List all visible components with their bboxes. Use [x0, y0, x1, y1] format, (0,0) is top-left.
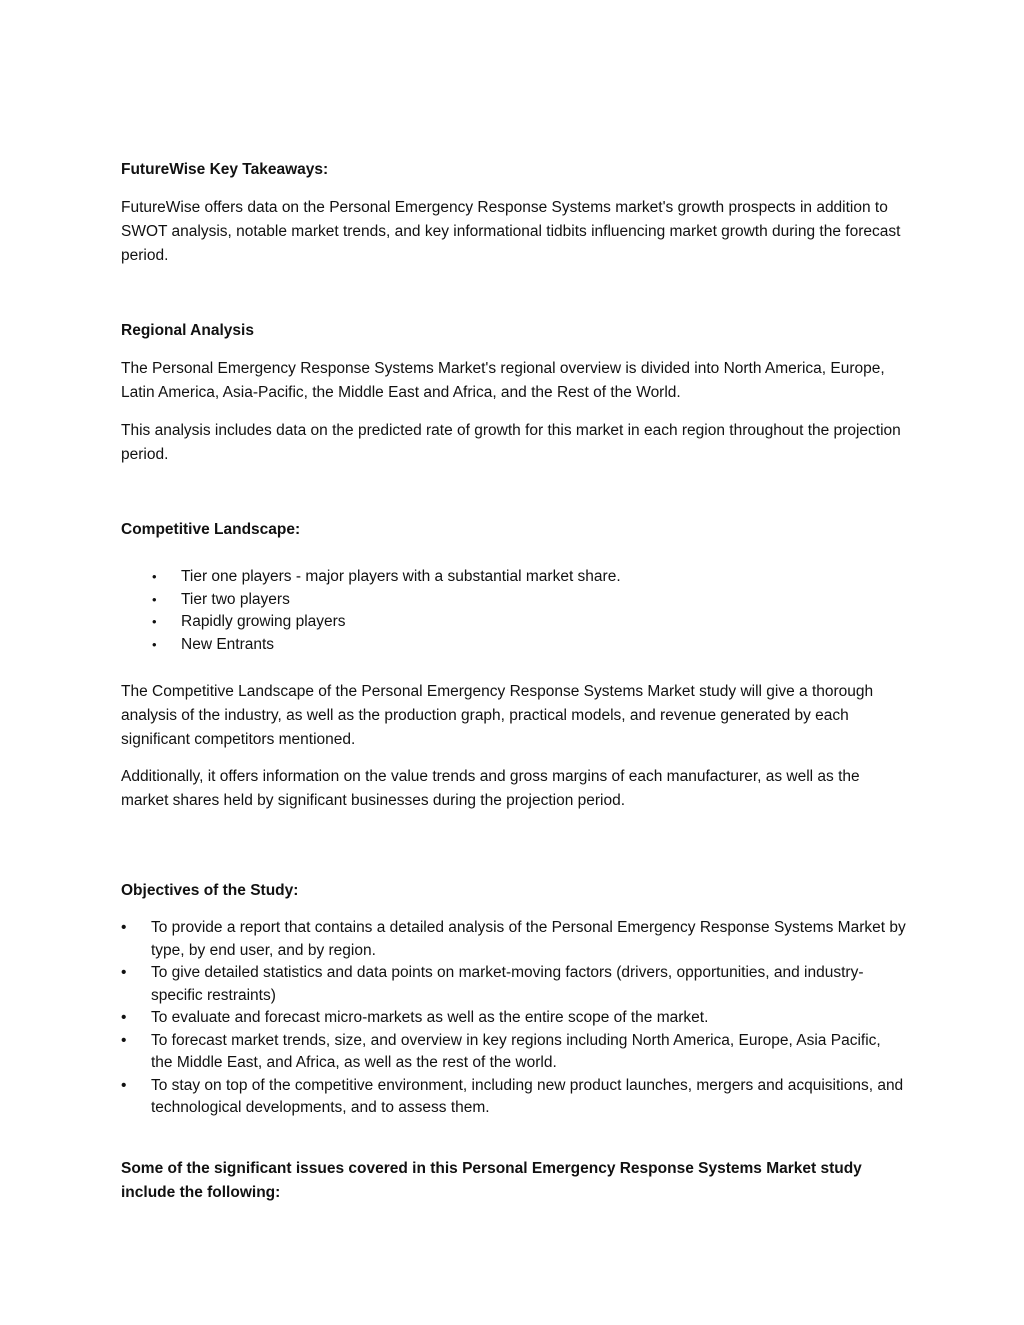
list-item: [121, 1075, 906, 1120]
competitive-paragraph-1: The Competitive Landscape of the Personal Emergency Response Systems Market study will give a thorough analysis of the industry, as well as the production graph, practical models, and revenue generated by each significant competitors mentioned.: [121, 683, 874, 748]
list-item: [121, 917, 906, 962]
list-item: [121, 566, 906, 589]
list-item-text: Tier two players: [181, 590, 290, 608]
regional-paragraph-2: This analysis includes data on the predicted rate of growth for this market in each region throughout the projection period.: [121, 422, 901, 463]
list-item-text: To stay on top of the competitive environment, including new product launches, mergers and acquisitions, and technological developments, and to assess them.: [151, 1076, 904, 1116]
competitive-tier-list: [121, 566, 906, 656]
list-item: [121, 1030, 906, 1075]
bullet-icon: •: [121, 964, 127, 981]
competitive-heading: Competitive Landscape:: [121, 521, 301, 538]
takeaways-paragraph: FutureWise offers data on the Personal Emergency Response Systems market's growth prospects in addition to SWOT analysis, notable market trends, and key informational tidbits influencing market growth during the forecast period.: [121, 199, 901, 264]
issues-heading: Some of the significant issues covered in this Personal Emergency Response Systems Market study include the following:: [121, 1160, 862, 1201]
list-item: [121, 589, 906, 612]
bullet-icon: •: [152, 614, 157, 629]
competitive-paragraph-2: Additionally, it offers information on the value trends and gross margins of each manufacturer, as well as the market shares held by significant businesses during the projection period.: [121, 768, 860, 809]
list-item-text: To give detailed statistics and data points on market-moving factors (drivers, opportunities, and industry-specific restraints): [151, 964, 864, 1004]
bullet-icon: •: [152, 569, 157, 584]
list-item: [121, 1007, 906, 1030]
objectives-heading: Objectives of the Study:: [121, 882, 299, 899]
list-item-text: To forecast market trends, size, and overview in key regions including North America, Europe, Asia Pacific, the Middle East, and Africa, as well as the rest of the world.: [151, 1031, 881, 1071]
list-item-text: Rapidly growing players: [181, 613, 346, 630]
bullet-icon: •: [121, 1009, 127, 1026]
list-item-text: To provide a report that contains a detailed analysis of the Personal Emergency Response Systems Market by type, by end user, and by region.: [151, 919, 906, 959]
bullet-icon: •: [152, 591, 157, 607]
list-item-text: New Entrants: [181, 635, 275, 653]
regional-heading: Regional Analysis: [121, 322, 254, 339]
list-item: [121, 962, 906, 1007]
bullet-icon: •: [121, 919, 127, 936]
list-item-text: To evaluate and forecast micro-markets as well as the entire scope of the market.: [151, 1009, 709, 1026]
bullet-icon: •: [121, 1031, 127, 1049]
objectives-list: [121, 917, 906, 1120]
list-item-text: Tier one players - major players with a substantial market share.: [181, 568, 621, 585]
bullet-icon: •: [121, 1076, 127, 1094]
bullet-icon: •: [152, 636, 157, 652]
list-item: [121, 611, 906, 634]
list-item: [121, 634, 906, 657]
regional-paragraph-1: The Personal Emergency Response Systems Market's regional overview is divided into North America, Europe, Latin America, Asia-Pacific, the Middle East and Africa, and the Rest of the World.: [121, 360, 885, 401]
takeaways-heading: FutureWise Key Takeaways:: [121, 161, 329, 178]
